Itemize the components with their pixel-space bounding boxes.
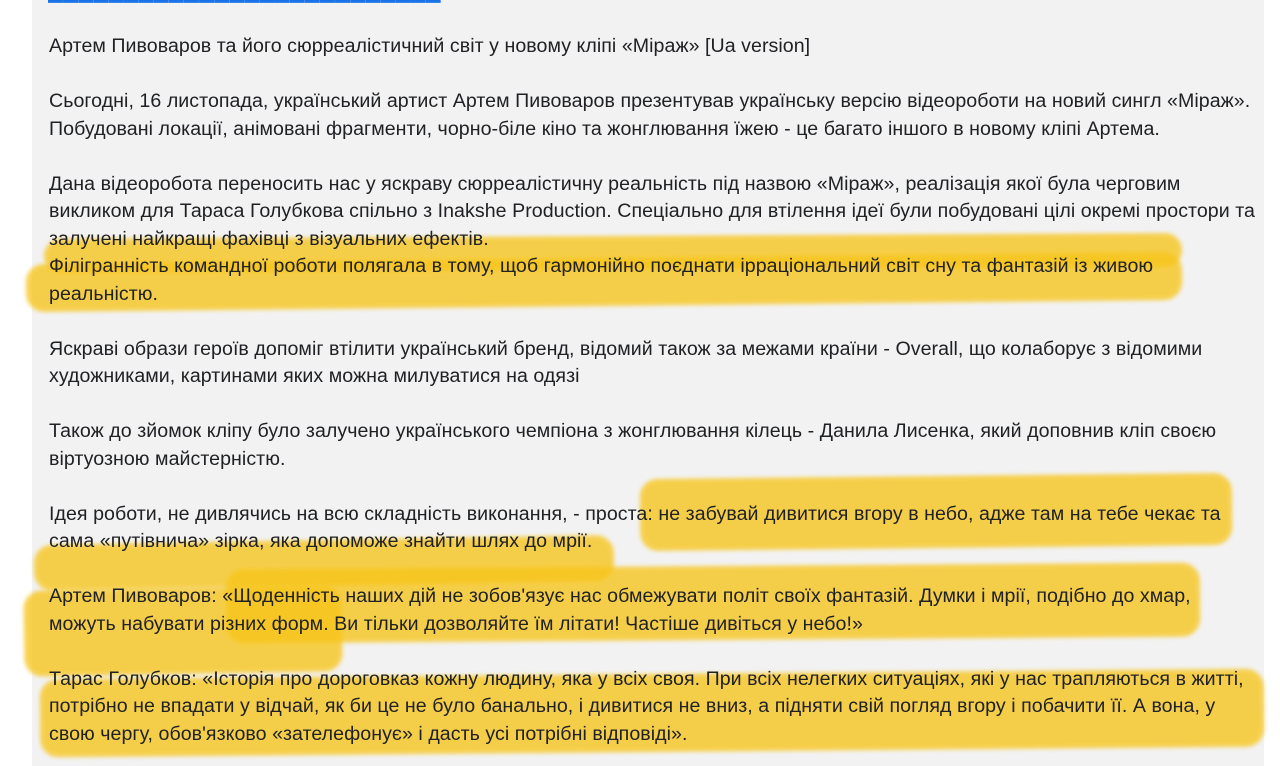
paragraph (49, 88, 1259, 143)
paragraph-line: залучені найкращі фахівці з візуальних ефектів. (49, 227, 489, 250)
paragraph (49, 171, 1259, 309)
paragraph-line: Філігранність командної роботи полягала в тому, щоб гармонійно поєднати ірраціональний світ сну та фантазій із живою (49, 255, 1154, 277)
paragraph-line: Також до зйомок кліпу було залучено українського чемпіона з жонглювання кілець - Данила Лисенка, який доповнив кліп своєю (49, 420, 1217, 442)
paragraph-line: можуть набувати різних форм. Ви тільки дозволяйте їм літати! Частіше дивіться у небо!» (49, 612, 863, 635)
quote-paragraph (49, 666, 1259, 749)
paragraph-line: реальністю. (49, 282, 158, 305)
paragraph (49, 418, 1259, 473)
paragraph-line: потрібно не впадати у відчай, як би це не було банально, і дивитися не вниз, а підняти свій погляд вгору і побачити її. А вона, у (49, 695, 1216, 717)
article-title (49, 33, 1259, 61)
paragraph (49, 336, 1259, 391)
paragraph-line: сама «путівнича» зірка, яка допоможе знайти шлях до мрії. (49, 530, 593, 552)
paragraph-line: Побудовані локації, анімовані фрагменти, чорно-біле кіно та жонглювання їжею - це багато іншого в новому кліпі Артема. (49, 117, 1160, 140)
article-body (49, 33, 1259, 748)
paragraph-line: Сьогодні, 16 листопада, український артист Артем Пивоваров презентував українську версію відеороботи на новий сингл «Міраж». (49, 90, 1251, 112)
paragraph-line: Тарас Голубков: «Історія про дороговказ кожну людину, яка у всіх своя. При всіх нелегких ситуаціях, які у нас трапляються в житті, (49, 667, 1244, 690)
paragraph-line: віртуозною майстерністю. (49, 447, 286, 470)
paragraph-line: Ідея роботи, не дивлячись на всю складність виконання, - проста: не забувай дивитися вгору в небо, адже там на тебе чекає та (49, 502, 1221, 525)
paragraph-line: Артем Пивоваров та його сюрреалістичний світ у новому кліпі «Міраж» [Ua version] (49, 35, 811, 57)
paragraph-line: Яскраві образи героїв допоміг втілити український бренд, відомий також за межами країни - Overall, що колаборує з відомими (49, 337, 1203, 360)
quote-paragraph (49, 583, 1259, 638)
paragraph-line: свою чергу, обов'язково «зателефонує» і дасть усі потрібні відповіді». (49, 722, 688, 745)
source-link-cutoff[interactable] (48, 0, 508, 4)
paragraph-line: художниками, картинами яких можна милуватися на одязі (49, 365, 580, 387)
paragraph-line: Артем Пивоваров: «Щоденність наших дій не зобов'язує нас обмежувати політ своїх фантазій. Думки і мрії, подібно до хмар, (49, 585, 1191, 607)
paragraph (49, 501, 1259, 556)
paragraph-line: викликом для Тараса Голубкова спільно з Inakshe Production. Спеціально для втілення ідеї були побудовані цілі окремі простори та (49, 200, 1255, 222)
paragraph-line: Дана відеоробота переносить нас у яскраву сюрреалістичну реальність під назвою «Міраж», реалізація якої була черговим (49, 172, 1181, 195)
